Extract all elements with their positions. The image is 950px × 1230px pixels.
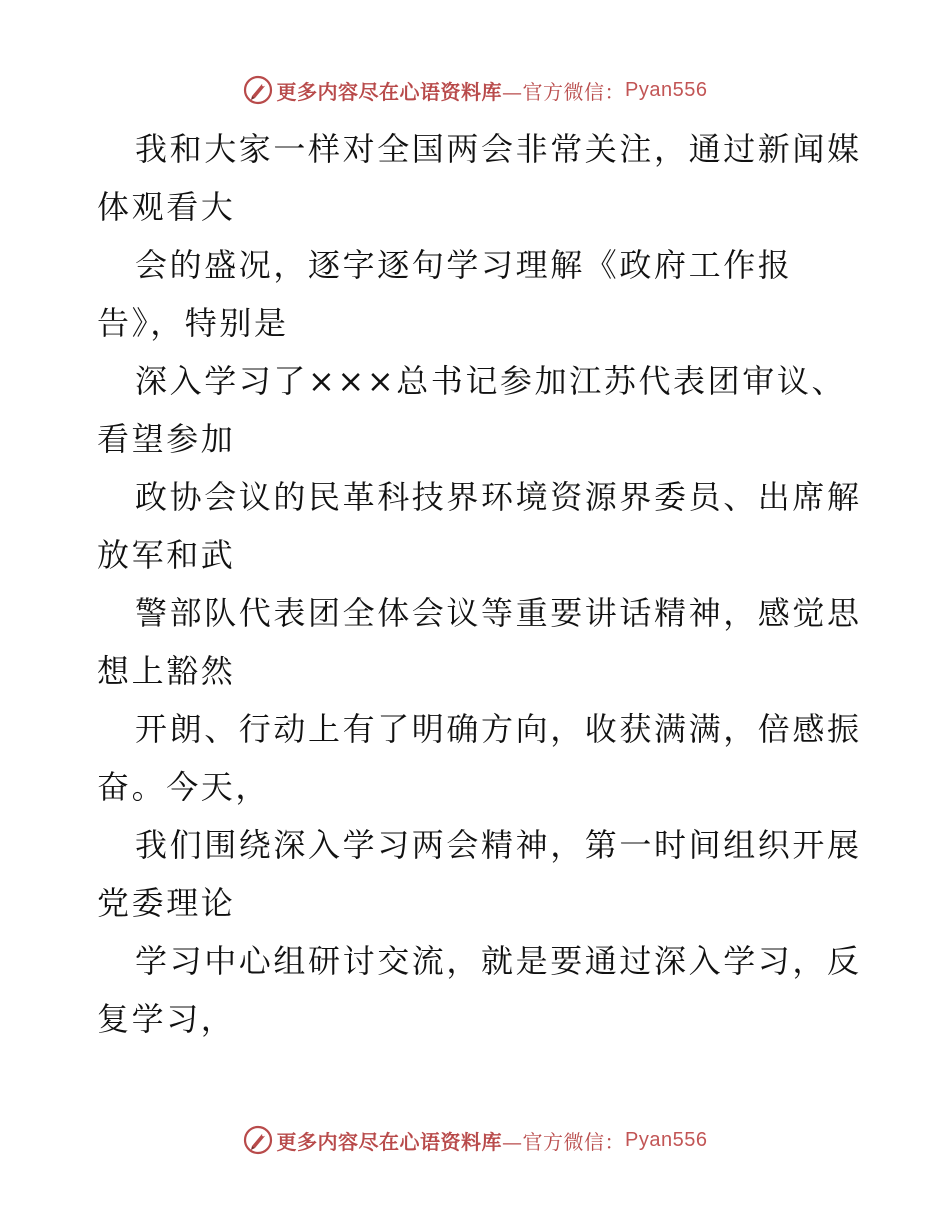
footer-banner	[0, 1120, 950, 1160]
pen-logo-icon	[243, 1125, 273, 1155]
text-line: 开朗、行动上有了明确方向，收获满满，倍感振	[135, 710, 862, 748]
banner-lead-text: 更多内容尽在心语资料库	[276, 1129, 503, 1154]
text-line: 奋。今天，	[97, 768, 271, 806]
text-line: 复学习，	[97, 1000, 236, 1038]
text-line: 会的盛况，逐字逐句学习理解《政府工作报	[135, 246, 793, 284]
text-line: 警部队代表团全体会议等重要讲话精神，感觉思	[135, 594, 862, 632]
text-line: 学习中心组研讨交流，就是要通过深入学习，反	[135, 942, 862, 980]
banner-wechat-id: Pyan556	[625, 78, 708, 101]
banner-lead-text: 更多内容尽在心语资料库	[276, 79, 503, 104]
document-body	[97, 120, 862, 1048]
pen-logo-icon	[243, 75, 273, 105]
text-line: 告》，特别是	[97, 304, 289, 342]
text-line: 想上豁然	[97, 652, 236, 690]
banner-wechat-id: Pyan556	[625, 1128, 708, 1151]
banner-tail-text: —官方微信：	[502, 79, 626, 104]
text-line: 看望参加	[97, 420, 236, 458]
banner-tail-text: —官方微信：	[502, 1129, 626, 1154]
header-banner	[0, 70, 950, 110]
text-line: 我和大家一样对全国两会非常关注，通过新闻媒	[135, 130, 862, 168]
text-line: 放军和武	[97, 536, 236, 574]
text-line: 体观看大	[97, 188, 236, 226]
text-line: 政协会议的民革科技界环境资源界委员、出席解	[135, 478, 862, 516]
text-line: 深入学习了×××总书记参加江苏代表团审议、	[135, 362, 847, 400]
text-line: 党委理论	[97, 884, 236, 922]
text-line: 我们围绕深入学习两会精神，第一时间组织开展	[135, 826, 862, 864]
